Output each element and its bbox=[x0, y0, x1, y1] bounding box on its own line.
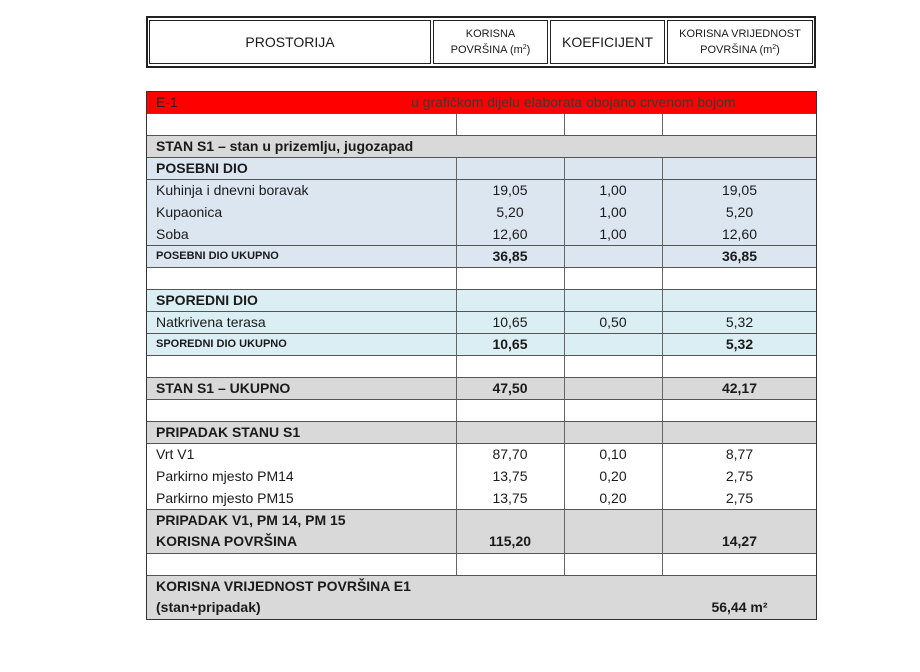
stan-total-value: 42,17 bbox=[721, 380, 758, 396]
room-area: 13,75 bbox=[492, 490, 528, 506]
grand-total-line2: (stan+pripadak) bbox=[156, 599, 261, 615]
header-prostorija bbox=[149, 20, 431, 64]
room-value: 12,60 bbox=[721, 226, 758, 242]
room-name: Parkirno mjesto PM14 bbox=[156, 468, 294, 484]
room-name: Kupaonica bbox=[156, 204, 223, 220]
spacer-row bbox=[147, 400, 816, 422]
room-area: 10,65 bbox=[492, 314, 528, 330]
room-coef: 0,50 bbox=[599, 314, 627, 330]
room-value: 2,75 bbox=[725, 468, 754, 484]
spacer-row bbox=[147, 268, 816, 290]
header-korisna-sup: 2 bbox=[522, 44, 527, 51]
room-name: Kuhinja i dnevni boravak bbox=[156, 182, 309, 198]
header-vrijednost-line1: KORISNA VRIJEDNOST bbox=[679, 28, 801, 40]
table-row bbox=[147, 466, 816, 488]
posebni-total-area: 36,85 bbox=[492, 248, 528, 264]
room-area: 87,70 bbox=[492, 446, 528, 462]
posebni-title-row bbox=[147, 158, 816, 180]
room-value: 5,20 bbox=[725, 204, 754, 220]
room-coef: 0,20 bbox=[599, 468, 627, 484]
room-value: 19,05 bbox=[721, 182, 758, 198]
pripadak-total-line1: PRIPADAK V1, PM 14, PM 15 bbox=[156, 512, 346, 528]
grand-total-line1: KORISNA VRIJEDNOST POVRŠINA E1 bbox=[156, 578, 411, 594]
pripadak-title: PRIPADAK STANU S1 bbox=[156, 424, 301, 440]
spacer-row bbox=[147, 114, 816, 136]
room-name: Parkirno mjesto PM15 bbox=[156, 490, 294, 506]
room-coef: 1,00 bbox=[599, 182, 627, 198]
table-row bbox=[147, 312, 816, 334]
room-area: 19,05 bbox=[492, 182, 528, 198]
header-vrijednost-sup: 2 bbox=[772, 44, 777, 51]
sporedni-total-area: 10,65 bbox=[492, 336, 528, 352]
stan-total-row bbox=[147, 378, 816, 400]
room-area: 5,20 bbox=[496, 204, 524, 220]
pripadak-total-value: 14,27 bbox=[721, 533, 758, 549]
table-row bbox=[147, 444, 816, 466]
header-prostorija-text: PROSTORIJA bbox=[245, 34, 335, 50]
room-coef: 1,00 bbox=[599, 204, 627, 220]
pripadak-title-row bbox=[147, 422, 816, 444]
header-korisna-close: ) bbox=[526, 44, 531, 56]
stan-total-area: 47,50 bbox=[492, 380, 528, 396]
room-coef: 0,10 bbox=[599, 446, 627, 462]
unit-code: E-1 bbox=[156, 94, 178, 110]
column-header bbox=[146, 16, 816, 68]
header-koeficijent bbox=[550, 20, 665, 64]
room-coef: 1,00 bbox=[599, 226, 627, 242]
room-area: 13,75 bbox=[492, 468, 528, 484]
posebni-total-label: POSEBNI DIO UKUPNO bbox=[156, 250, 279, 262]
header-korisna-line2: POVRŠINA (m bbox=[450, 44, 523, 56]
header-vrijednost-close: ) bbox=[776, 44, 780, 56]
spacer-row bbox=[147, 554, 816, 576]
sporedni-total-row bbox=[147, 334, 816, 356]
room-value: 8,77 bbox=[725, 446, 754, 462]
table-row bbox=[147, 202, 816, 224]
room-coef: 0,20 bbox=[599, 490, 627, 506]
unit-note: u grafičkom dijelu elaborata obojano crvenom bojom bbox=[411, 94, 736, 110]
sporedni-total-value: 5,32 bbox=[725, 336, 754, 352]
pripadak-total-line2: KORISNA POVRŠINA bbox=[156, 533, 298, 549]
room-area: 12,60 bbox=[492, 226, 528, 242]
header-korisna-vrijednost bbox=[667, 20, 813, 64]
header-vrijednost-line2: POVRŠINA (m bbox=[700, 44, 773, 56]
grand-total-value: 56,44 m² bbox=[711, 599, 768, 615]
sporedni-title: SPOREDNI DIO bbox=[156, 292, 258, 308]
posebni-title: POSEBNI DIO bbox=[156, 160, 248, 176]
pripadak-total-row bbox=[147, 510, 816, 554]
spacer-row bbox=[147, 356, 816, 378]
area-table bbox=[146, 91, 817, 620]
table-row bbox=[147, 180, 816, 202]
stan-title: STAN S1 – stan u prizemlju, jugozapad bbox=[156, 138, 414, 154]
unit-row bbox=[147, 92, 816, 114]
grand-total-row bbox=[147, 576, 816, 620]
table-row bbox=[147, 488, 816, 510]
header-korisna-povrsina bbox=[433, 20, 548, 64]
stan-title-row bbox=[147, 136, 816, 158]
room-value: 2,75 bbox=[725, 490, 754, 506]
posebni-total-row bbox=[147, 246, 816, 268]
sporedni-total-label: SPOREDNI DIO UKUPNO bbox=[156, 338, 287, 350]
stan-total-label: STAN S1 – UKUPNO bbox=[156, 380, 291, 396]
room-name: Soba bbox=[156, 226, 189, 242]
room-name: Natkrivena terasa bbox=[156, 314, 266, 330]
sporedni-title-row bbox=[147, 290, 816, 312]
table-row bbox=[147, 224, 816, 246]
room-name: Vrt V1 bbox=[156, 446, 195, 462]
pripadak-total-area: 115,20 bbox=[488, 533, 532, 549]
header-korisna-line1: KORISNA bbox=[465, 28, 516, 40]
posebni-total-value: 36,85 bbox=[721, 248, 758, 264]
room-value: 5,32 bbox=[725, 314, 754, 330]
header-koeficijent-text: KOEFICIJENT bbox=[561, 34, 653, 50]
